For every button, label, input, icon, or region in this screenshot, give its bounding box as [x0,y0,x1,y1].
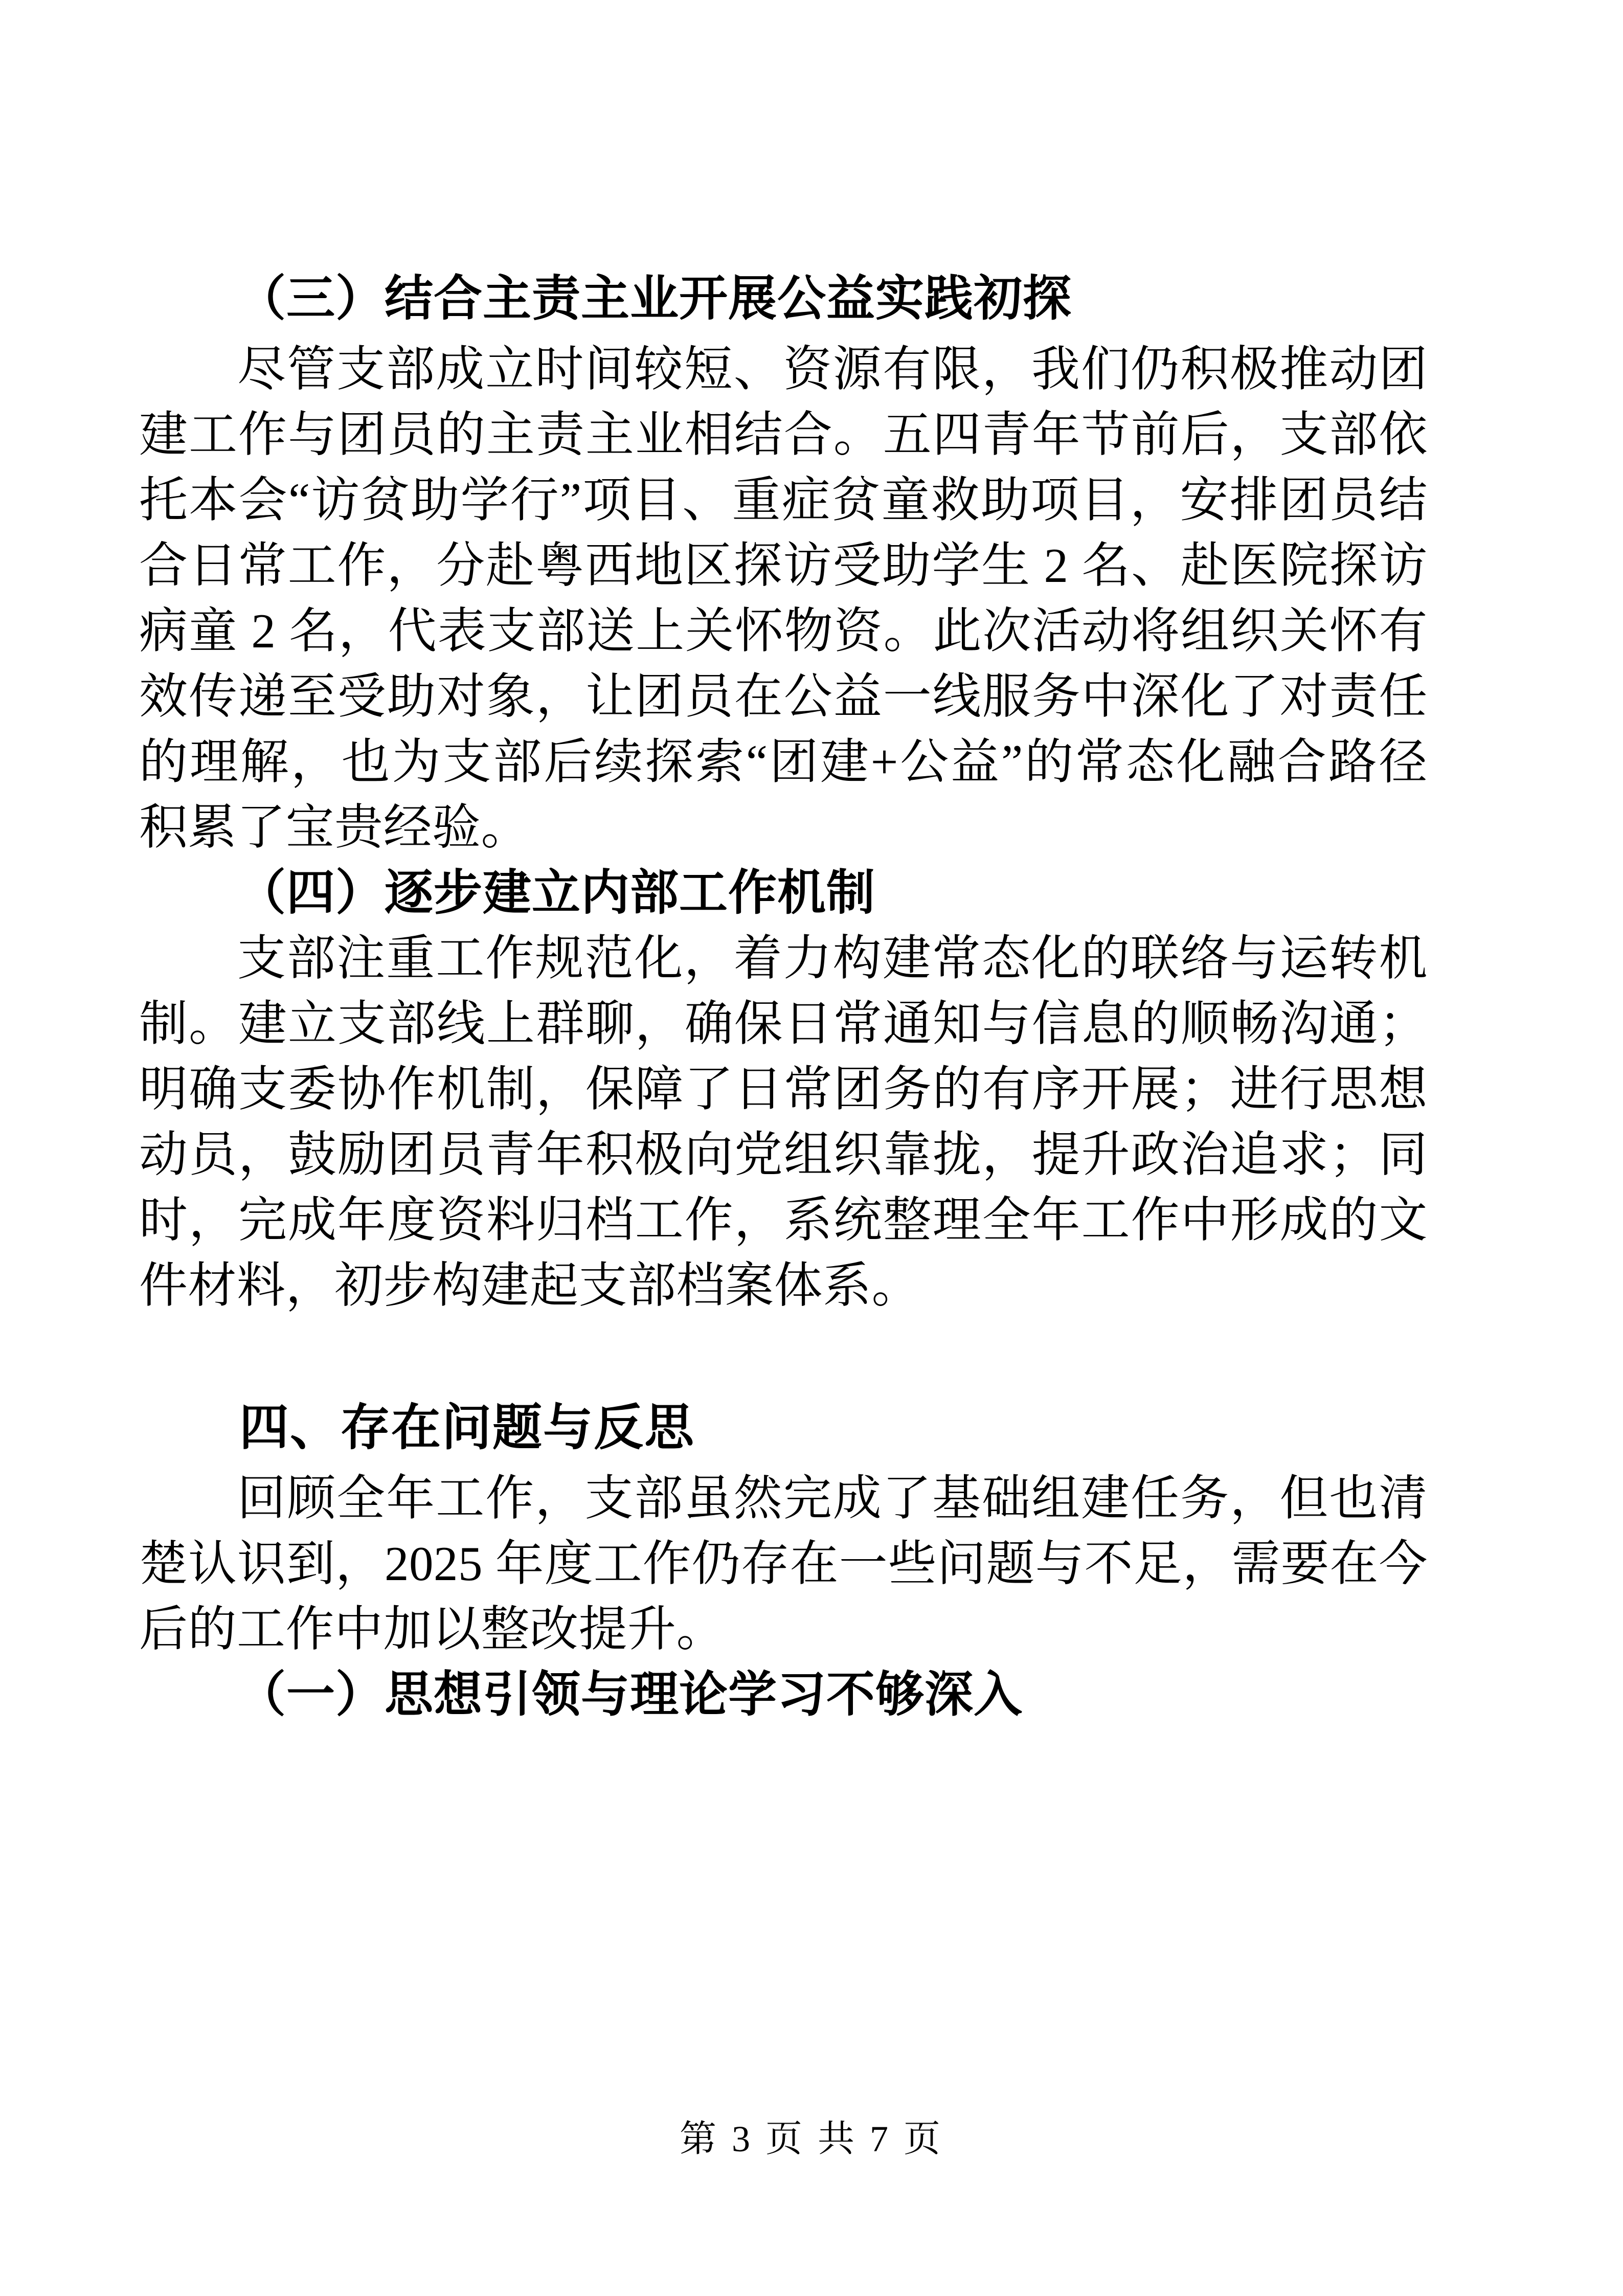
spacer [139,331,1428,336]
section-spacer [139,1318,1428,1395]
paragraph-gongyi-shijian: 尽管支部成立时间较短、资源有限，我们仍积极推动团建工作与团员的主责主业相结合。五四青年节前后，支部依托本会“访贫助学行”项目、重症贫童救助项目，安排团员结合日常工作，分赴粤西地区探访受助学生 2 名、赴医院探访病童 2 名，代表支部送上关怀物资。此次活动将组织关怀有效传递至受助对象，让团员在公益一线服务中深化了对责任的理解，也为支部后续探索“团建+公益”的常态化融合路径积累了宝贵经验。 [139,342,1428,854]
spacer [139,1460,1428,1466]
paragraph-huigu-quannian: 回顾全年工作，支部虽然完成了基础组建任务，但也清楚认识到，2025 年度工作仍存在一些问题与不足，需要在今后的工作中加以整改提升。 [139,1471,1428,1656]
subheading-si: （四）逐步建立内部工作机制 [237,866,876,920]
page-footer: 第 3 页 共 7 页 [679,2119,943,2159]
paragraph-neibu-jizhi: 支部注重工作规范化，着力构建常态化的联络与运转机制。建立支部线上群聊，确保日常通知与信息的顺畅沟通；明确支委协作机制，保障了日常团务的有序开展；进行思想动员，鼓励团员青年积极向党组织靠拢，提升政治追求；同时，完成年度资料归档工作，系统整理全年工作中形成的文件材料，初步构建起支部档案体系。 [139,931,1428,1313]
document-body [139,266,1428,1727]
mainheading-cunzai-wenti: 四、存在问题与反思 [239,1400,695,1455]
subheading-yi: （一）思想引领与理论学习不够深入 [237,1668,1023,1722]
subheading-san: （三）结合主责主业开展公益实践初探 [237,272,1072,326]
